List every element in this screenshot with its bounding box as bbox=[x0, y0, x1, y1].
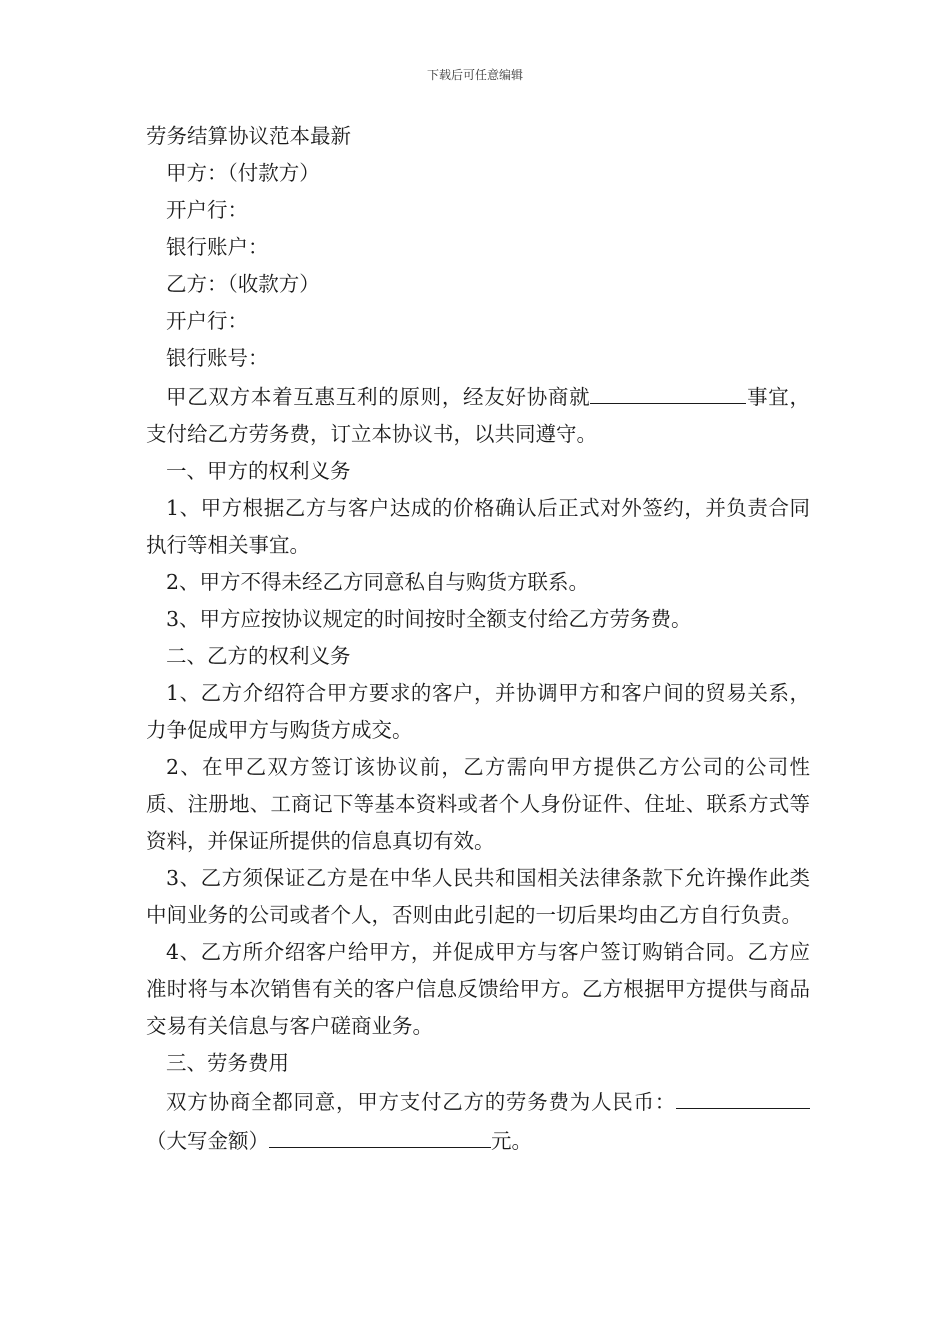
intro-text-after: 事宜，支付给乙方劳务费，订立本协议书，以共同遵守。 bbox=[146, 385, 811, 446]
section-2-item: 2、在甲乙双方签订该协议前，乙方需向甲方提供乙方公司的公司性质、注册地、工商记下等基本资料或者个人身份证件、住址、联系方式等资料，并保证所提供的信息真切有效。 bbox=[146, 755, 810, 853]
party-b-account: 银行账号： bbox=[166, 346, 269, 370]
fee-amount-blank bbox=[676, 1082, 776, 1109]
party-a-account: 银行账户： bbox=[166, 235, 269, 259]
fee-text-after: 元。 bbox=[491, 1129, 532, 1153]
fee-paragraph bbox=[146, 1082, 810, 1160]
fee-text-before: 双方协商全都同意，甲方支付乙方的劳务费为人民币： bbox=[166, 1090, 676, 1114]
fee-text-middle: （大写金额） bbox=[146, 1129, 269, 1153]
section-2-item: 1、乙方介绍符合甲方要求的客户，并协调甲方和客户间的贸易关系，力争促成甲方与购货方成交。 bbox=[146, 681, 810, 742]
section-1-heading: 一、甲方的权利义务 bbox=[166, 459, 351, 483]
section-3-heading: 三、劳务费用 bbox=[166, 1051, 289, 1075]
party-b-label: 乙方：（收款方） bbox=[166, 272, 320, 296]
section-2-item: 4、乙方所介绍客户给甲方，并促成甲方与客户签订购销合同。乙方应准时将与本次销售有关的客户信息反馈给甲方。乙方根据甲方提供与商品交易有关信息与客户磋商业务。 bbox=[146, 940, 810, 1038]
section-2-heading: 二、乙方的权利义务 bbox=[166, 644, 351, 668]
intro-text-before: 甲乙双方本着互惠互利的原则，经友好协商就 bbox=[166, 385, 591, 409]
section-1-item: 1、甲方根据乙方与客户达成的价格确认后正式对外签约，并负责合同执行等相关事宜。 bbox=[146, 496, 810, 557]
document-title: 劳务结算协议范本最新 bbox=[146, 124, 351, 148]
section-2-item: 3、乙方须保证乙方是在中华人民共和国相关法律条款下允许操作此类中间业务的公司或者个人，否则由此引起的一切后果均由乙方自行负责。 bbox=[146, 866, 810, 927]
party-b-bank: 开户行： bbox=[166, 309, 248, 333]
party-a-label: 甲方：（付款方） bbox=[166, 161, 320, 185]
header-note: 下载后可任意编辑 bbox=[426, 68, 523, 82]
section-1-item: 2、甲方不得未经乙方同意私自与购货方联系。 bbox=[166, 570, 590, 594]
matter-blank bbox=[590, 377, 746, 404]
fee-amount-blank-continued bbox=[776, 1082, 810, 1109]
document-body bbox=[146, 118, 810, 1160]
party-a-bank: 开户行： bbox=[166, 198, 248, 222]
intro-paragraph bbox=[146, 377, 810, 453]
section-1-item: 3、甲方应按协议规定的时间按时全额支付给乙方劳务费。 bbox=[166, 607, 692, 631]
fee-capital-blank bbox=[269, 1121, 491, 1148]
